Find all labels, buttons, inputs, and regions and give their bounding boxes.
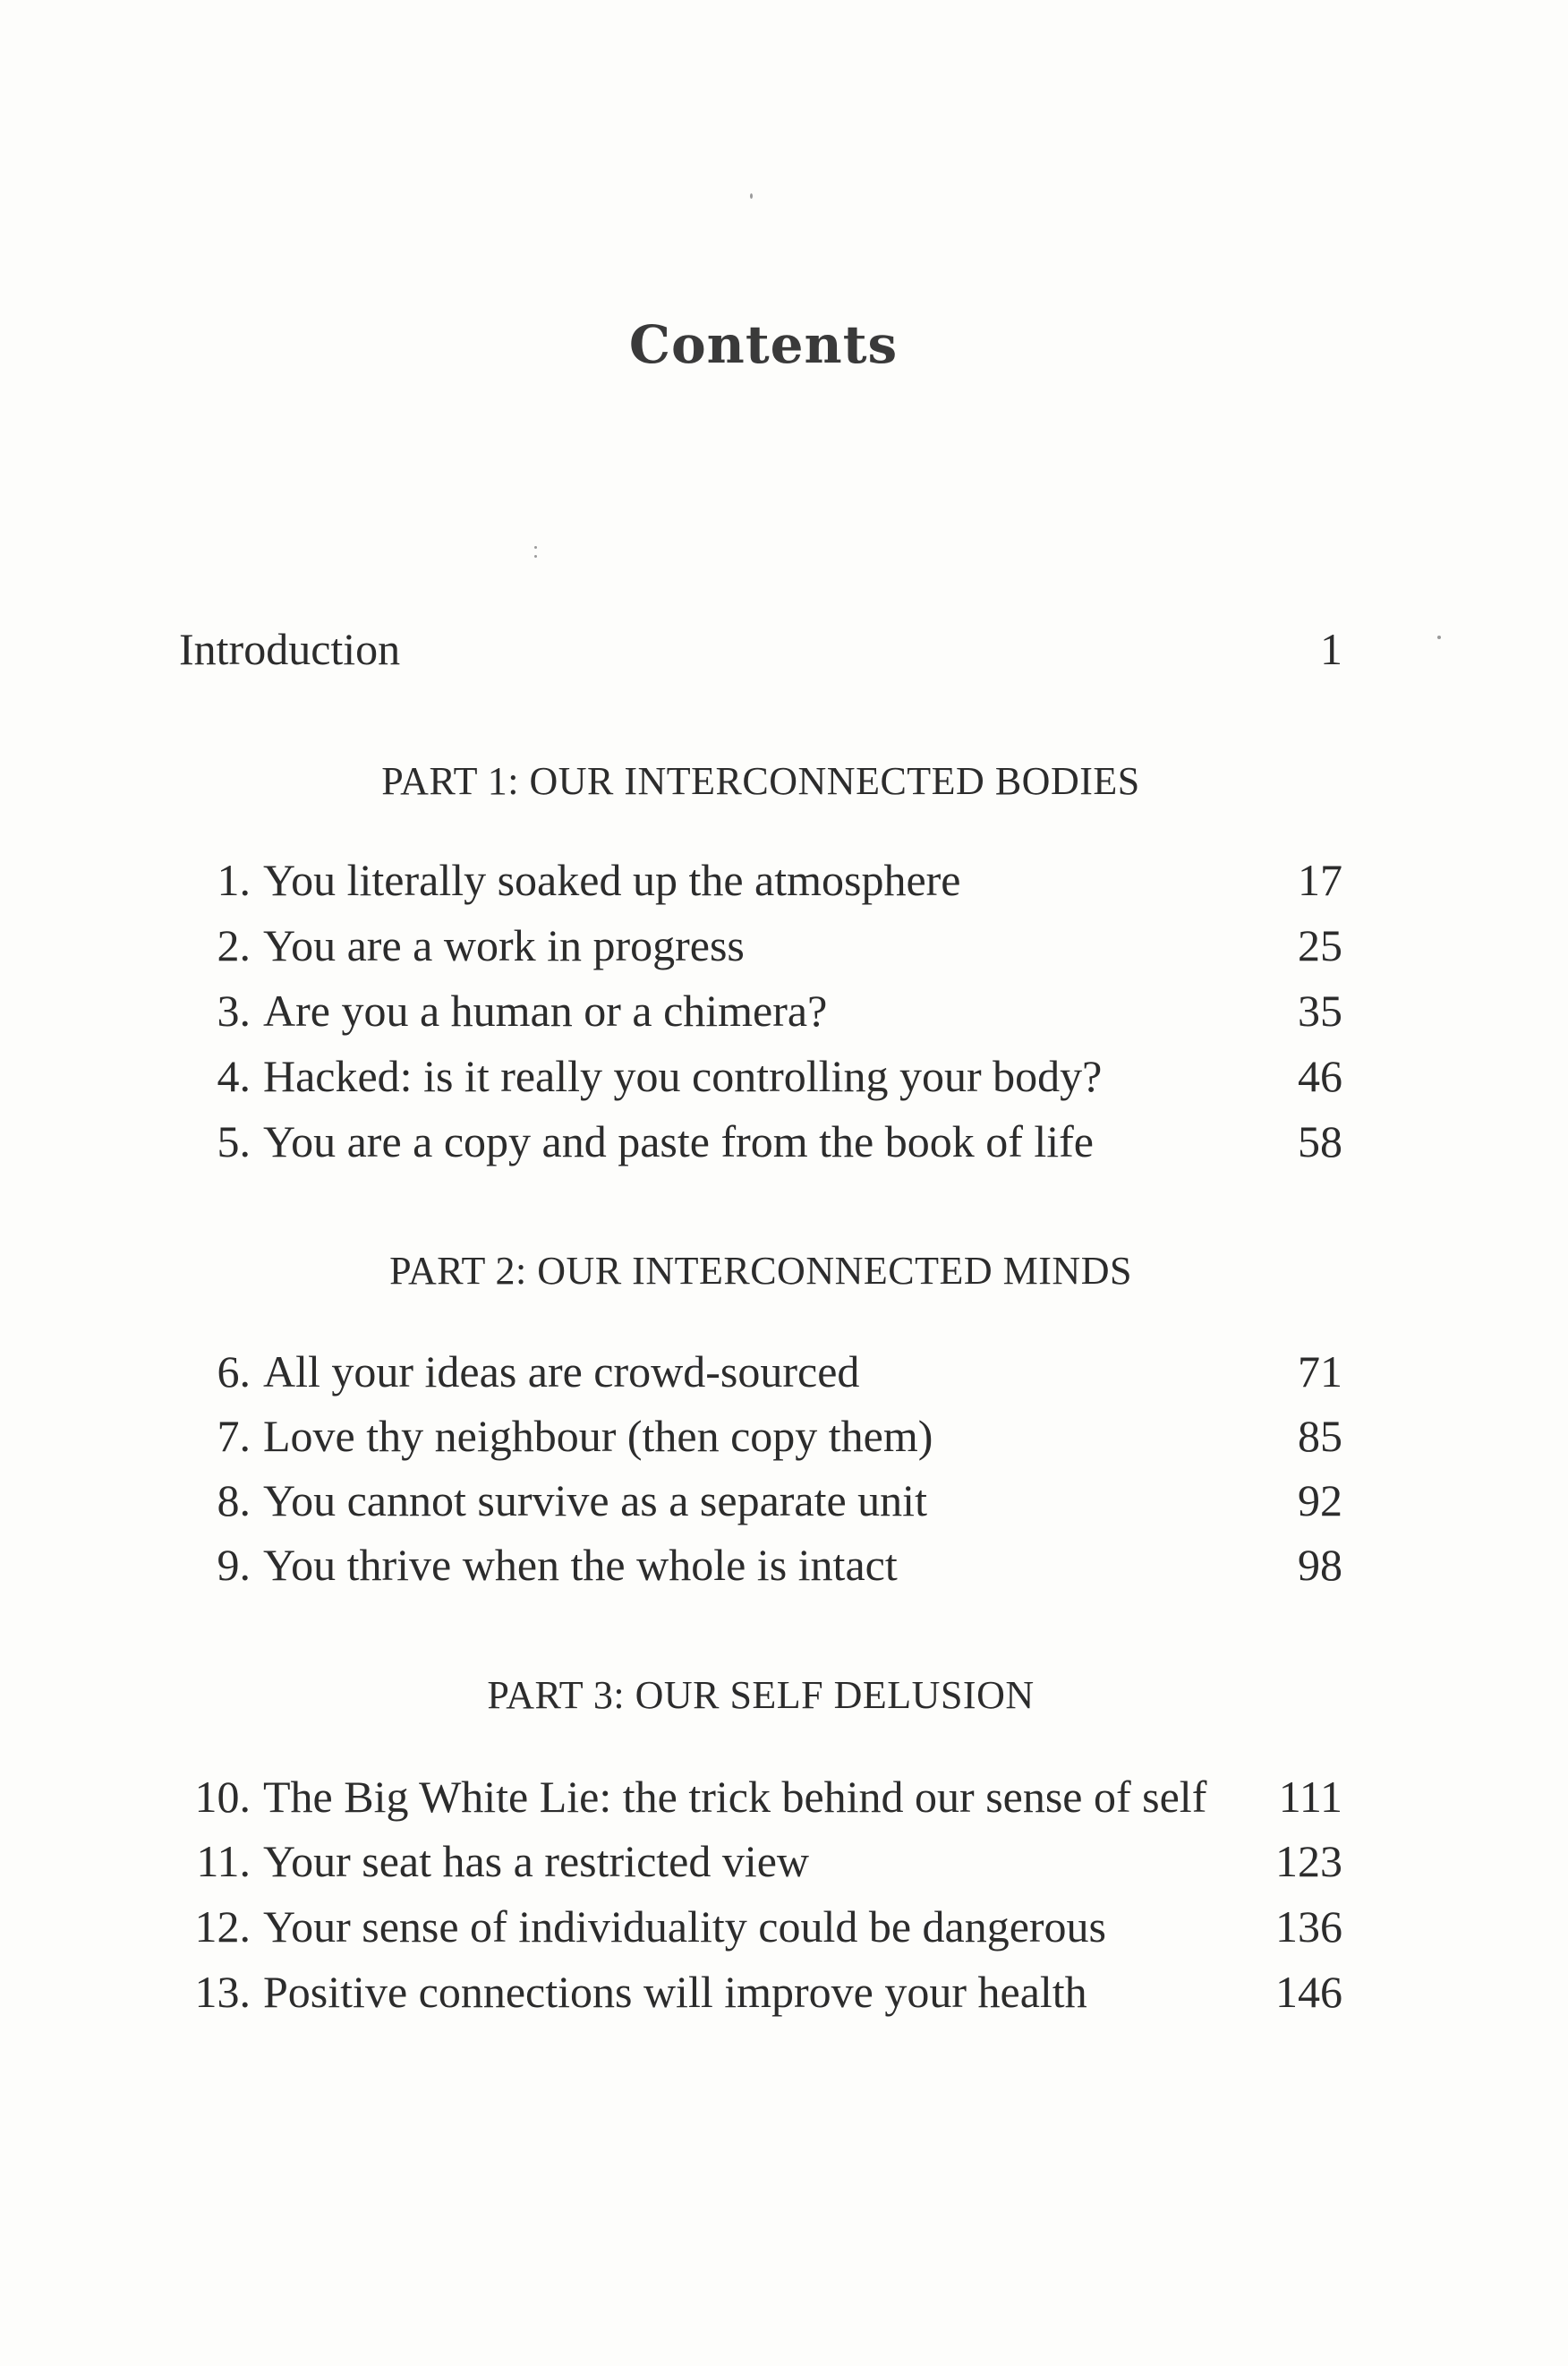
toc-entry-title: You cannot survive as a separate unit bbox=[263, 1475, 927, 1525]
toc-entry bbox=[0, 979, 1568, 1042]
toc-entry-number: 6. bbox=[217, 1346, 251, 1397]
toc-entry bbox=[0, 1765, 1568, 1828]
toc-entry bbox=[0, 1895, 1568, 1958]
toc-entry bbox=[0, 1110, 1568, 1173]
toc-entry-title: All your ideas are crowd-sourced bbox=[263, 1346, 860, 1397]
toc-entry-introduction bbox=[0, 618, 1568, 680]
toc-entry-page: 92 bbox=[1298, 1475, 1342, 1525]
toc-entry-number: 8. bbox=[217, 1475, 251, 1525]
toc-entry-number: 12. bbox=[194, 1901, 251, 1952]
toc-entry-number: 1. bbox=[217, 855, 251, 905]
toc-entry bbox=[0, 914, 1568, 977]
toc-entry-page: 58 bbox=[1298, 1116, 1342, 1166]
scan-speck bbox=[750, 193, 753, 199]
toc-entry-page: 85 bbox=[1298, 1411, 1342, 1461]
toc-entry-title: You thrive when the whole is intact bbox=[263, 1540, 898, 1590]
page-title: Contents bbox=[628, 313, 899, 375]
toc-entry-title: You are a work in progress bbox=[263, 920, 745, 970]
toc-entry bbox=[0, 1830, 1568, 1892]
toc-entry-number: 4. bbox=[217, 1051, 251, 1101]
scan-speck bbox=[534, 546, 537, 549]
toc-entry-title: You literally soaked up the atmosphere bbox=[263, 855, 961, 905]
toc-entry-title: Introduction bbox=[179, 624, 401, 674]
toc-entry bbox=[0, 1045, 1568, 1107]
toc-entry-title: Your seat has a restricted view bbox=[263, 1836, 810, 1886]
toc-entry-number: 3. bbox=[217, 986, 251, 1036]
toc-entry-number: 10. bbox=[194, 1772, 251, 1822]
toc-entry-page: 98 bbox=[1298, 1540, 1342, 1590]
toc-entry bbox=[0, 849, 1568, 911]
toc-entry-title: Love thy neighbour (then copy them) bbox=[263, 1411, 933, 1461]
toc-entry-title: You are a copy and paste from the book of life bbox=[263, 1116, 1095, 1166]
toc-entry bbox=[0, 1405, 1568, 1467]
toc-entry-title: The Big White Lie: the trick behind our sense of self bbox=[263, 1772, 1207, 1822]
toc-entry-page: 17 bbox=[1298, 855, 1342, 905]
toc-entry-page: 25 bbox=[1298, 920, 1342, 970]
toc-entry-page: 35 bbox=[1298, 986, 1342, 1036]
part-heading: PART 2: OUR INTERCONNECTED MINDS bbox=[389, 1249, 1132, 1293]
toc-entry-number: 9. bbox=[217, 1540, 251, 1590]
toc-entry-number: 13. bbox=[194, 1967, 251, 2017]
toc-entry-page: 146 bbox=[1275, 1967, 1342, 2017]
toc-entry-page: 71 bbox=[1298, 1346, 1342, 1397]
toc-entry-page: 136 bbox=[1275, 1901, 1342, 1952]
scan-speck bbox=[534, 555, 537, 558]
toc-entry-title: Your sense of individuality could be dangerous bbox=[263, 1901, 1107, 1952]
toc-entry bbox=[0, 1960, 1568, 2023]
toc-entry-title: Positive connections will improve your health bbox=[263, 1967, 1087, 2017]
toc-entry-title: Hacked: is it really you controlling your body? bbox=[263, 1051, 1103, 1101]
toc-entry-number: 5. bbox=[217, 1116, 251, 1166]
toc-entry bbox=[0, 1340, 1568, 1403]
toc-entry-number: 7. bbox=[217, 1411, 251, 1461]
toc-entry-number: 11. bbox=[196, 1836, 251, 1886]
toc-entry-page: 123 bbox=[1275, 1836, 1342, 1886]
toc-entry bbox=[0, 1533, 1568, 1596]
toc-entry bbox=[0, 1469, 1568, 1532]
toc-entry-page: 46 bbox=[1298, 1051, 1342, 1101]
part-heading: PART 3: OUR SELF DELUSION bbox=[487, 1673, 1035, 1717]
toc-entry-page: 1 bbox=[1320, 624, 1342, 674]
part-heading: PART 1: OUR INTERCONNECTED BODIES bbox=[381, 759, 1140, 803]
toc-entry-page: 111 bbox=[1278, 1772, 1342, 1822]
toc-entry-number: 2. bbox=[217, 920, 251, 970]
toc-entry-title: Are you a human or a chimera? bbox=[263, 986, 828, 1036]
